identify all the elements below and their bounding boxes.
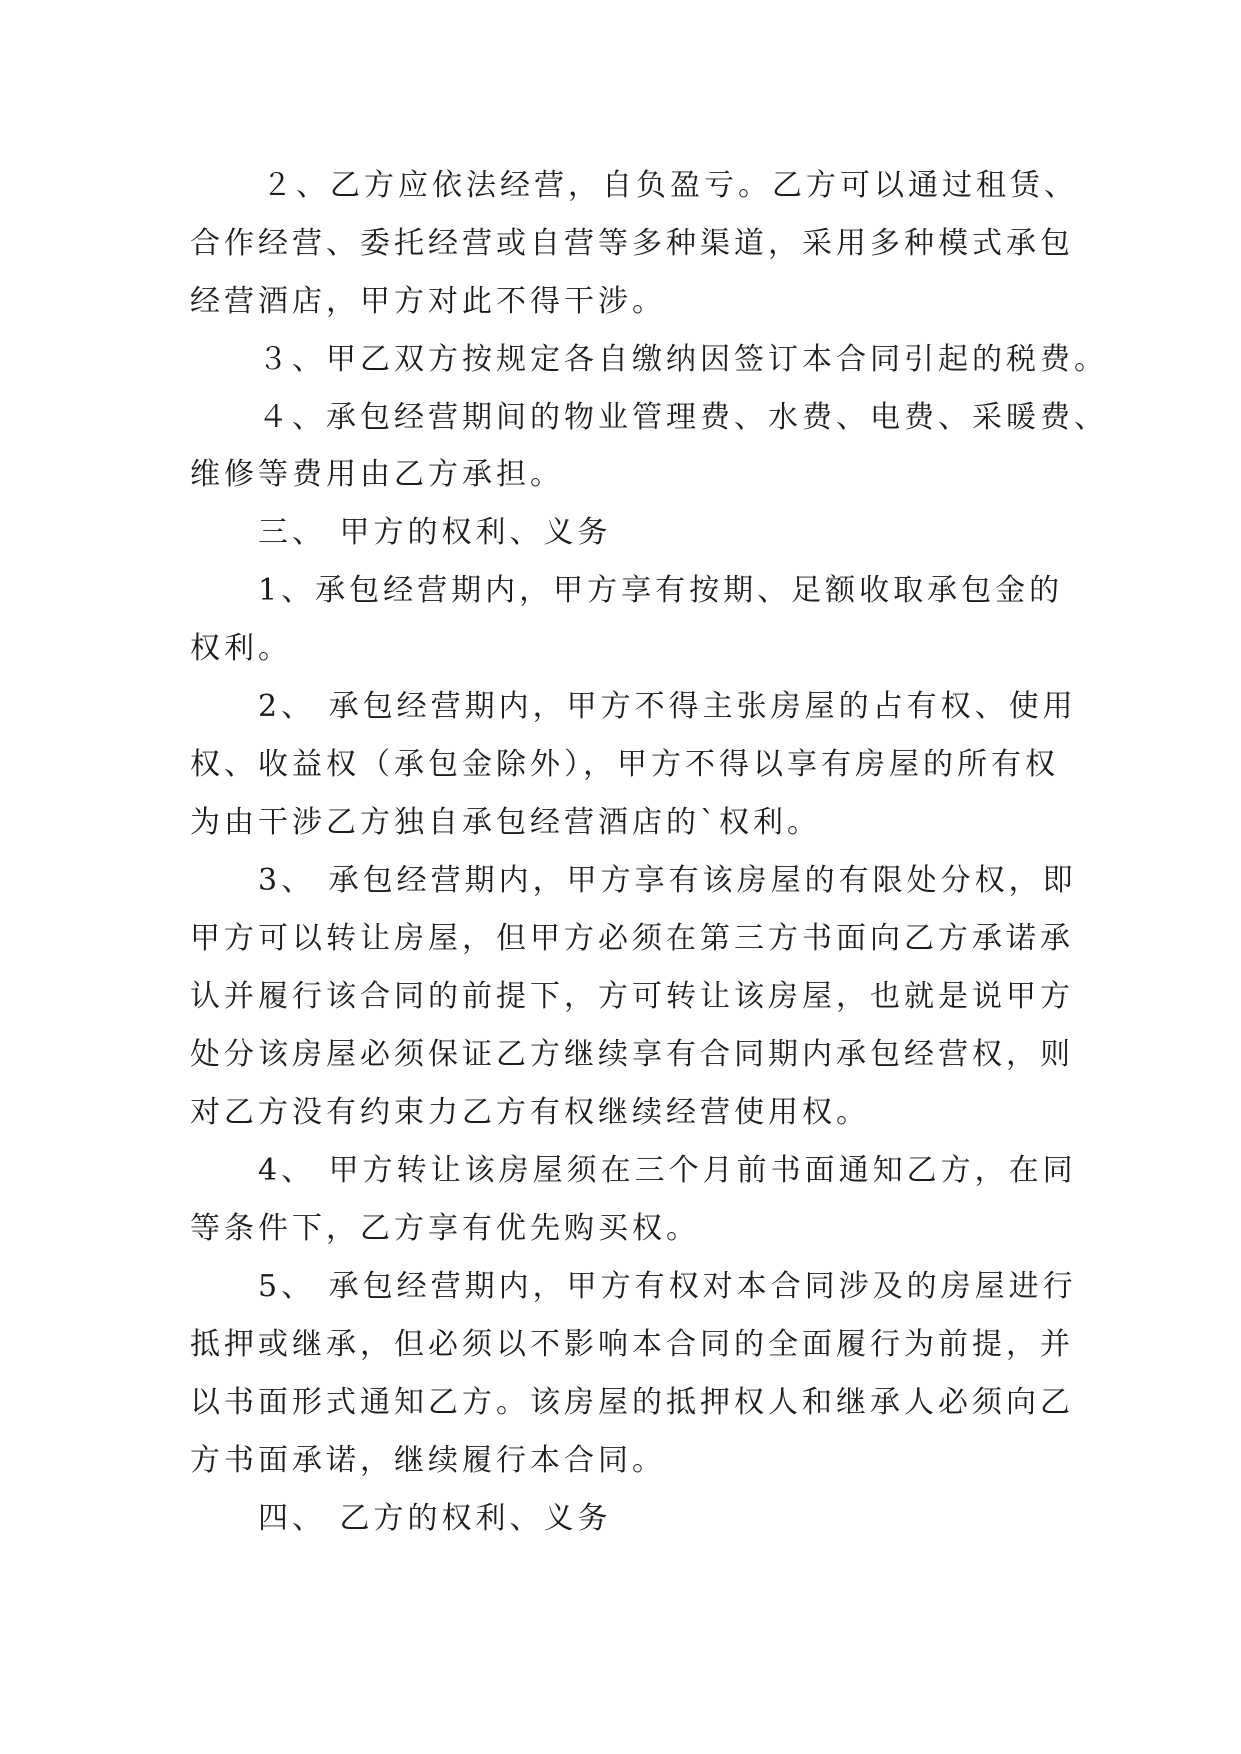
text-line: 经营酒店，甲方对此不得干涉。: [190, 284, 666, 319]
text-line: 4、 甲方转让该房屋须在三个月前书面通知乙方，在同: [258, 1153, 1077, 1188]
text-line: ４、承包经营期间的物业管理费、水费、电费、采暖费、: [258, 400, 1108, 435]
text-line: 1、承包经营期内，甲方享有按期、足额收取承包金的: [258, 573, 1064, 608]
text-line: 认并履行该合同的前提下，方可转让该房屋，也就是说甲方: [190, 979, 1074, 1014]
text-line: ３、甲乙双方按规定各自缴纳因签订本合同引起的税费。: [258, 342, 1108, 377]
text-line: ２、乙方应依法经营，自负盈亏。乙方可以通过租赁、: [262, 168, 1078, 203]
text-line: 权、收益权（承包金除外），甲方不得以享有房屋的所有权: [190, 747, 1059, 782]
text-line: 抵押或继承，但必须以不影响本合同的全面履行为前提，并: [190, 1327, 1074, 1362]
text-line: 等条件下，乙方享有优先购买权。: [190, 1211, 700, 1246]
text-line: 以书面形式通知乙方。该房屋的抵押权人和继承人必须向乙: [190, 1385, 1074, 1420]
text-line: 为由干涉乙方独自承包经营酒店的`权利。: [190, 805, 821, 840]
text-line: 对乙方没有约束力乙方有权继续经营使用权。: [190, 1095, 870, 1130]
section-heading: 四、 乙方的权利、义务: [258, 1501, 612, 1536]
text-line: 方书面承诺，继续履行本合同。: [190, 1443, 666, 1478]
text-line: 2、 承包经营期内，甲方不得主张房屋的占有权、使用: [258, 689, 1077, 724]
text-line: 3、 承包经营期内，甲方享有该房屋的有限处分权，即: [258, 863, 1077, 898]
text-line: 处分该房屋必须保证乙方继续享有合同期内承包经营权，则: [190, 1037, 1074, 1072]
text-line: 维修等费用由乙方承担。: [190, 457, 564, 492]
text-line: 甲方可以转让房屋，但甲方必须在第三方书面向乙方承诺承: [190, 921, 1074, 956]
text-line: 合作经营、委托经营或自营等多种渠道，采用多种模式承包: [190, 226, 1074, 261]
section-heading: 三、 甲方的权利、义务: [258, 515, 612, 550]
text-line: 5、 承包经营期内，甲方有权对本合同涉及的房屋进行: [258, 1269, 1077, 1304]
text-line: 权利。: [190, 631, 292, 666]
